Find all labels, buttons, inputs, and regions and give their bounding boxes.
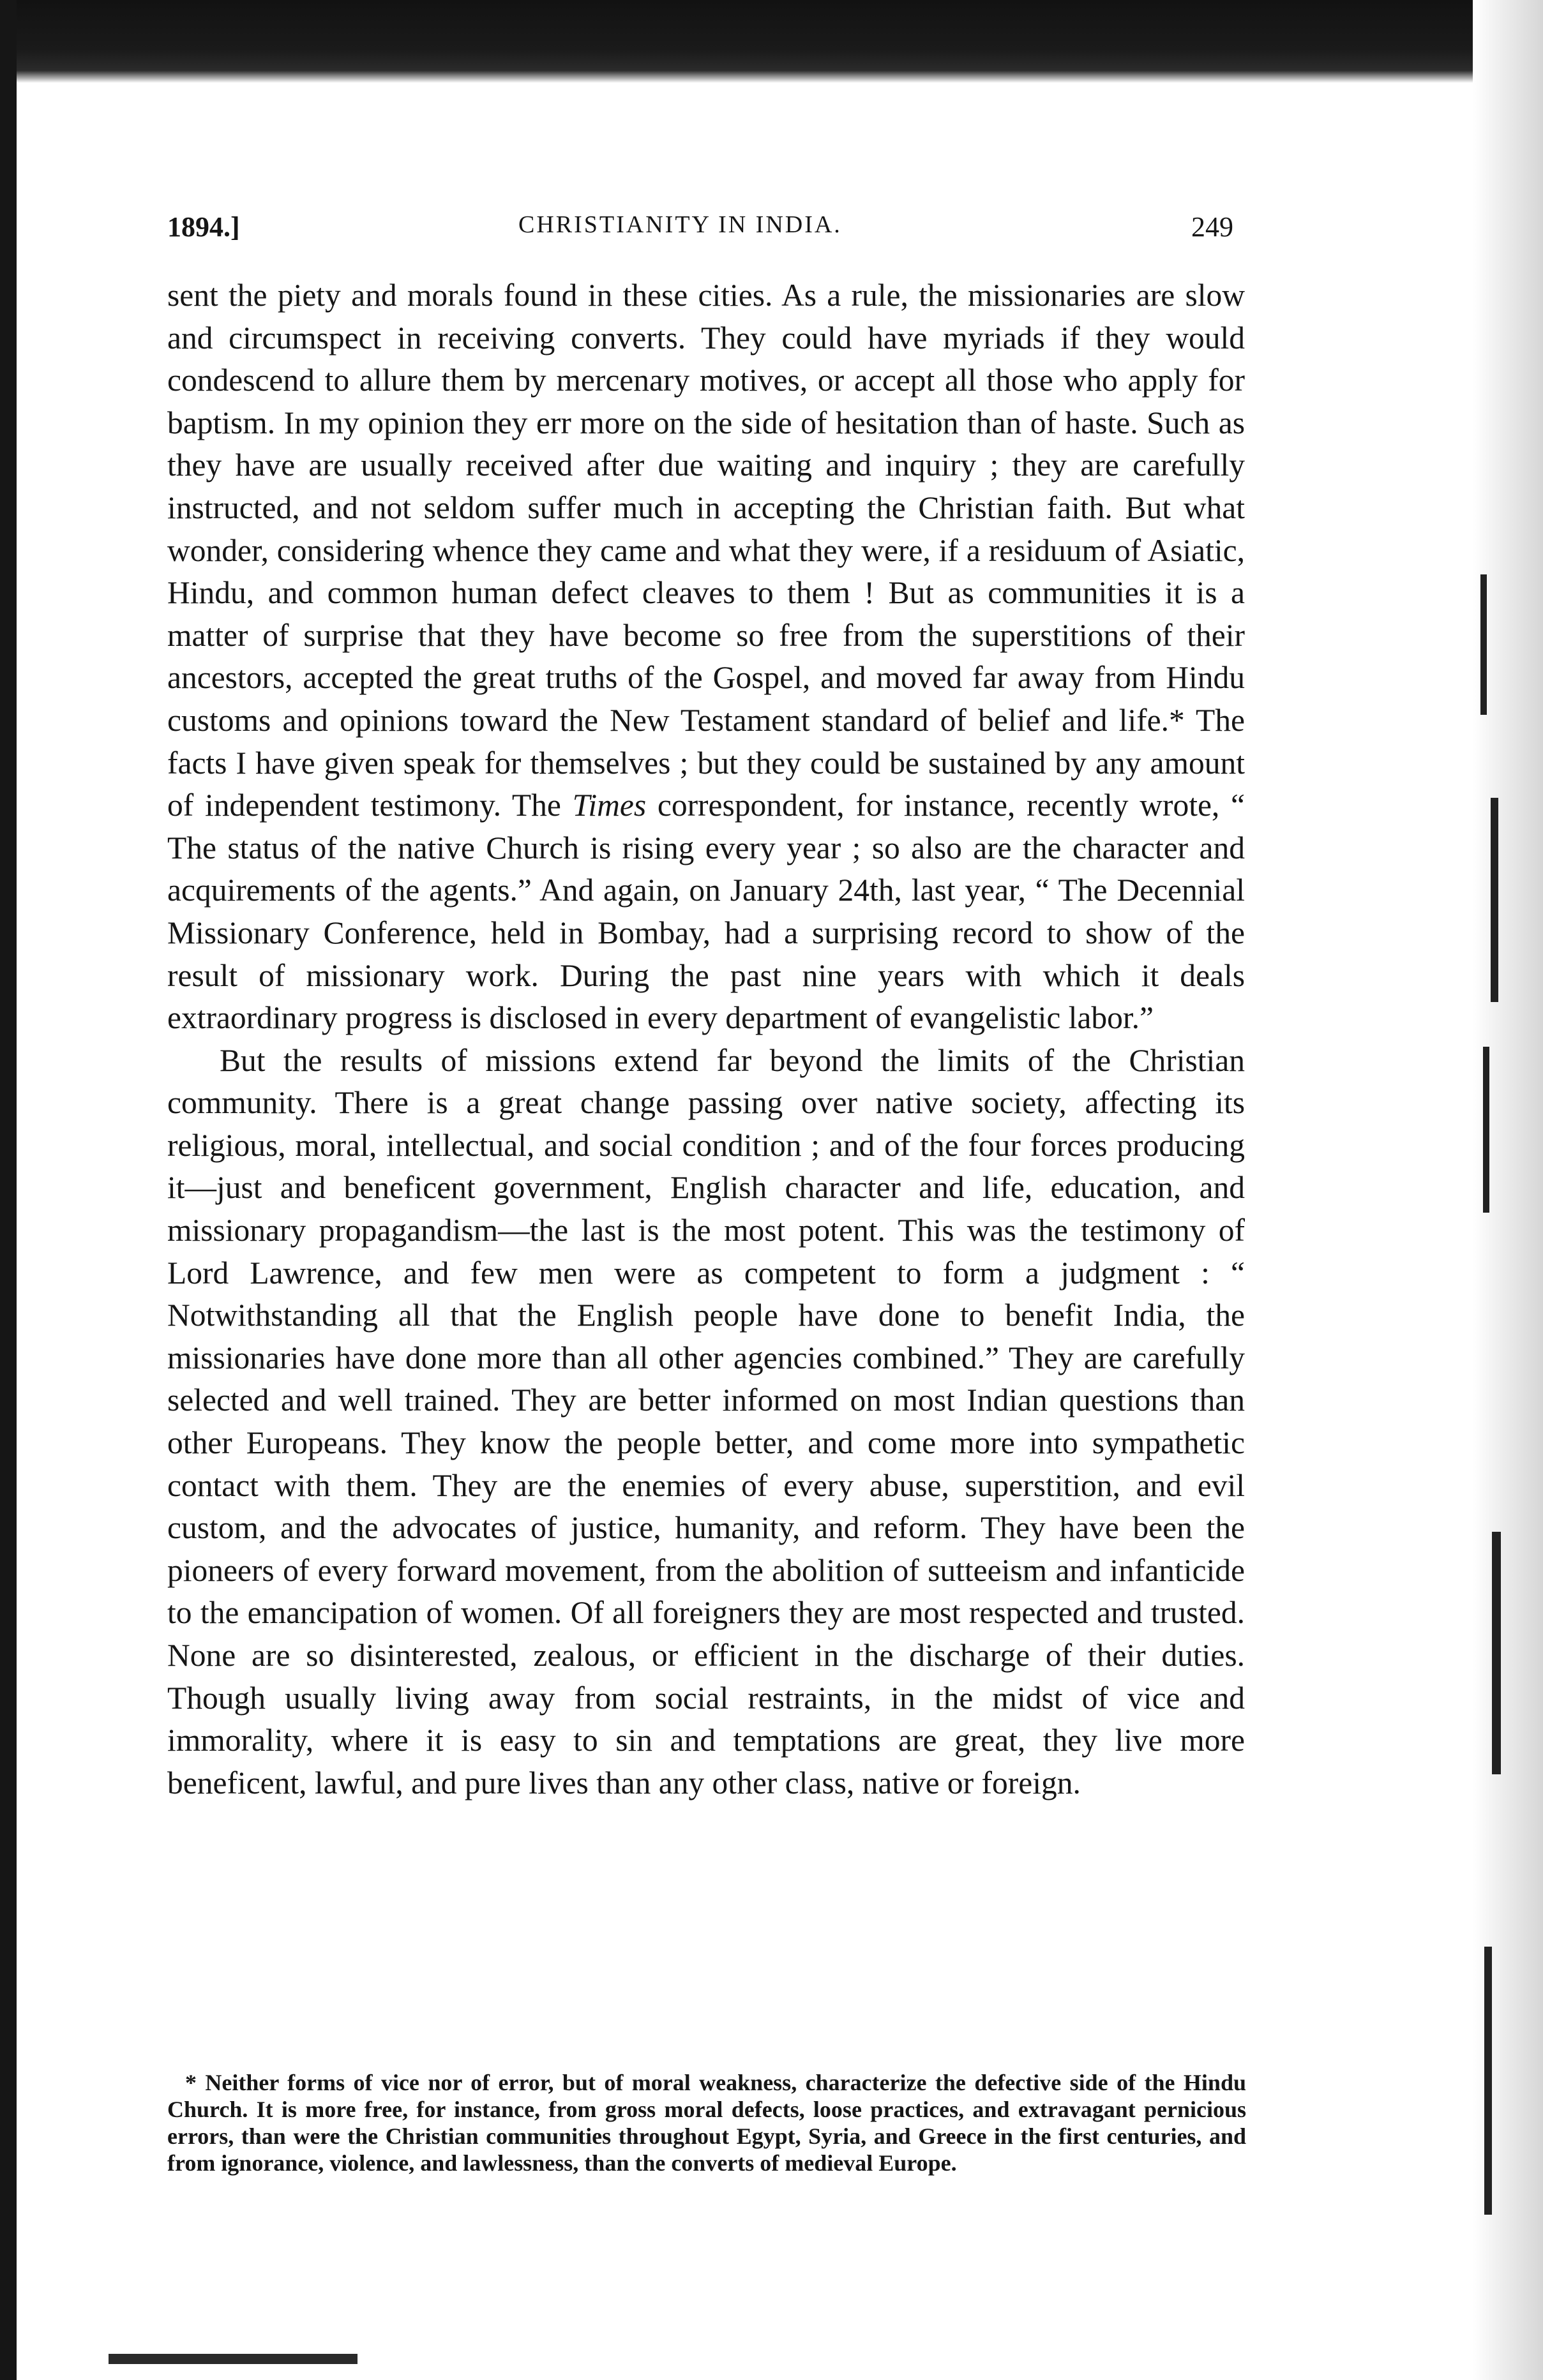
paragraph-text: correspondent, for instance, recently wrote, “ The status of the native Church is rising every year ; so also are the character and acquirements of the agents.” And again, on January 24th, last year, “ The Decennial Missionary Conference, held in Bombay, had a surprising record to show of the result of missionary work. During the past nine years with which it deals extraordinary progress is disclosed in every department of evangelistic labor.” — [167, 788, 1245, 1036]
header-title: CHRISTIANITY IN INDIA. — [518, 211, 842, 238]
scan-left-border — [0, 0, 17, 2380]
scan-top-border — [0, 0, 1543, 83]
running-header — [167, 211, 1253, 255]
paragraph-text: sent the piety and morals found in these cities. As a rule, the missionaries are slow and circumspect in receiving converts. They could have myriads if they would condescend to allure them by mercenary motives, or accept all those who apply for baptism. In my opinion they err more on the side of hesitation than of haste. Such as they have are usually received after due waiting and inquiry ; they are carefully instructed, and not seldom suffer much in accepting the Christian faith. But what wonder, considering whence they came and what they were, if a residuum of Asiatic, Hindu, and common human defect cleaves to them ! But as communities it is a matter of surprise that they have become so free from the superstitions of their ancestors, accepted the great truths of the Gospel, and moved far away from Hindu customs and opinions toward the New Testament standard of belief and life.* The facts I have given speak for themselves ; but they could be sustained by any amount of independent testimony. The — [167, 278, 1245, 823]
gutter-mark — [1483, 1047, 1489, 1213]
gutter-mark — [1491, 798, 1498, 1002]
paragraph: But the results of missions extend far beyond the limits of the Christian community. There is a great change passing over native society, affecting its religious, moral, intellectual, and social condition ; and of the four forces producing it—just and beneficent government, English character and life, education, and missionary propagandism—the last is the most potent. This was the testimony of Lord Lawrence, and few men were as competent to form a judgment : “ Notwithstanding all that the English people have done to benefit India, the missionaries have done more than all other agencies combined.” They are carefully selected and well trained. They are better informed on most Indian questions than other Europeans. They know the people better, and come more into sympathetic contact with them. They are the enemies of every abuse, superstition, and evil custom, and the advocates of justice, humanity, and reform. They have been the pioneers of every forward movement, from the abolition of sutteeism and infanticide to the emancipation of women. Of all foreigners they are most respected and trusted. None are so disinterested, zealous, or efficient in the discharge of their duties. Though usually living away from social restraints, in the midst of vice and immorality, where it is easy to sin and temptations are great, they live more beneficent, lawful, and pure lives than any other class, native or foreign. — [167, 1042, 1245, 1800]
paragraph — [167, 274, 1245, 1040]
body-text — [167, 274, 1245, 1804]
scan-bottom-bar — [109, 2354, 358, 2364]
page-number: 249 — [1191, 211, 1233, 243]
gutter-mark — [1484, 1947, 1492, 2215]
header-year: 1894.] — [167, 211, 240, 243]
gutter-mark — [1492, 1532, 1501, 1774]
italic-title: Times — [572, 788, 647, 823]
gutter-mark — [1480, 574, 1487, 715]
footnote: * Neither forms of vice nor of error, but of moral weakness, characterize the defective side of the Hindu Church. It is more free, for instance, from gross moral defects, loose practices, and extravagant pernicious errors, than were the Christian communities throughout Egypt, Syria, and Greece in the first centuries, and from ignorance, violence, and lawlessness, than the converts of medieval Europe. — [167, 2070, 1246, 2176]
